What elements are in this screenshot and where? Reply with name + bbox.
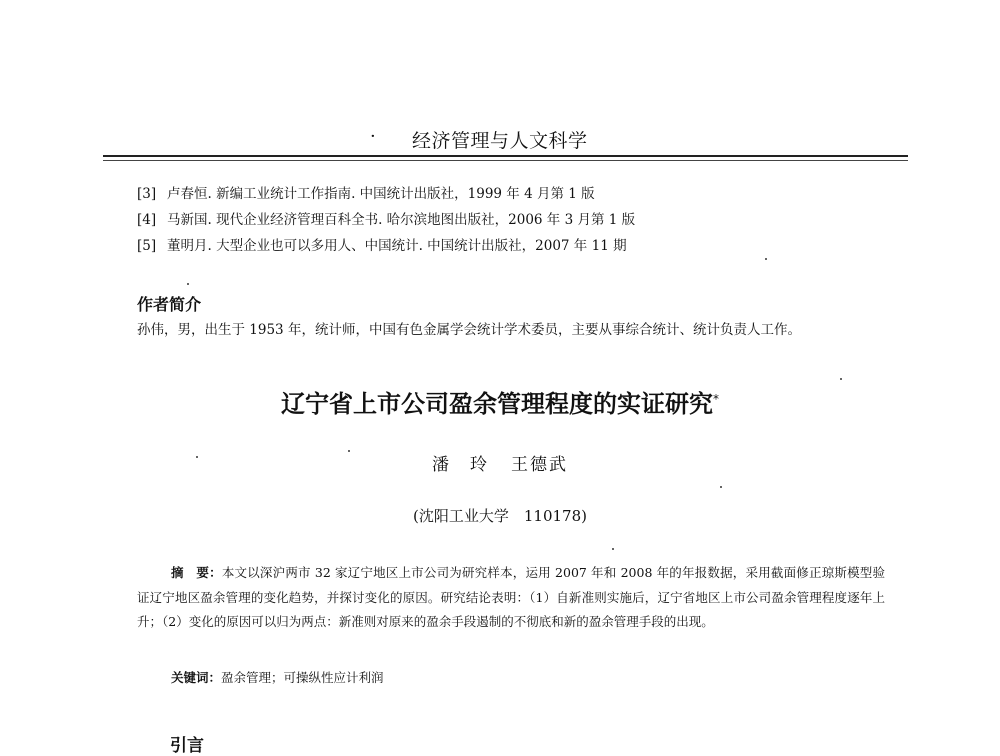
scan-speck (840, 378, 842, 380)
scan-speck (196, 456, 198, 458)
reference-item (137, 233, 635, 259)
paper-title (0, 384, 1000, 419)
reference-number: [5] (137, 238, 157, 254)
paper-affiliation: (沈阳工业大学 110178) (413, 507, 587, 525)
title-footnote-mark: * (713, 392, 719, 406)
reference-number: [4] (137, 212, 157, 228)
paper-title-text: 辽宁省上市公司盈余管理程度的实证研究 (281, 390, 713, 418)
keywords-text: 盈余管理；可操纵性应计利润 (221, 670, 384, 685)
reference-text: 马新国. 现代企业经济管理百科全书. 哈尔滨地图出版社，2006 年 3 月第 1 版 (167, 212, 636, 228)
reference-number: [3] (137, 186, 157, 202)
author-name: 潘 玲 (432, 455, 489, 475)
header-rule-thin (103, 160, 908, 161)
abstract-text: 本文以深沪两市 32 家辽宁地区上市公司为研究样本，运用 2007 年和 2008 年的年报数据，采用截面修正琼斯模型验证辽宁地区盈余管理的变化趋势，并探讨变化的原因。研究结论表明：（1）自新准则实施后，辽宁省地区上市公司盈余管理程度逐年上升；（2）变化的原因可以归为两点：新准则对原来的盈余手段遏制的不彻底和新的盈余管理手段的出现。 (137, 565, 885, 629)
reference-text: 董明月. 大型企业也可以多用人、中国统计. 中国统计出版社，2007 年 11 期 (167, 238, 627, 254)
keywords (137, 668, 384, 686)
scan-speck (765, 258, 767, 260)
header-dot: · (370, 126, 376, 147)
reference-list (137, 181, 635, 259)
keywords-label: 关键词： (171, 670, 222, 685)
reference-item (137, 181, 635, 207)
scan-speck (612, 548, 614, 550)
paper-authors (0, 450, 1000, 475)
scan-speck (348, 450, 350, 452)
scan-speck (187, 283, 189, 285)
abstract (137, 561, 885, 635)
reference-item (137, 207, 635, 233)
author-bio-heading: 作者简介 (137, 295, 202, 314)
scan-speck (720, 486, 722, 488)
author-bio-text: 孙伟，男，出生于 1953 年，统计师，中国有色金属学会统计学术委员，主要从事综合统计、统计负责人工作。 (137, 322, 801, 338)
abstract-label: 摘 要： (171, 565, 222, 580)
author-name: 王德武 (511, 455, 568, 475)
header-rule-thick (103, 155, 908, 157)
reference-text: 卢春恒. 新编工业统计工作指南. 中国统计出版社，1999 年 4 月第 1 版 (167, 186, 595, 202)
journal-title: 经济管理与人文科学 (412, 130, 588, 152)
intro-heading: 引言 (170, 736, 204, 756)
